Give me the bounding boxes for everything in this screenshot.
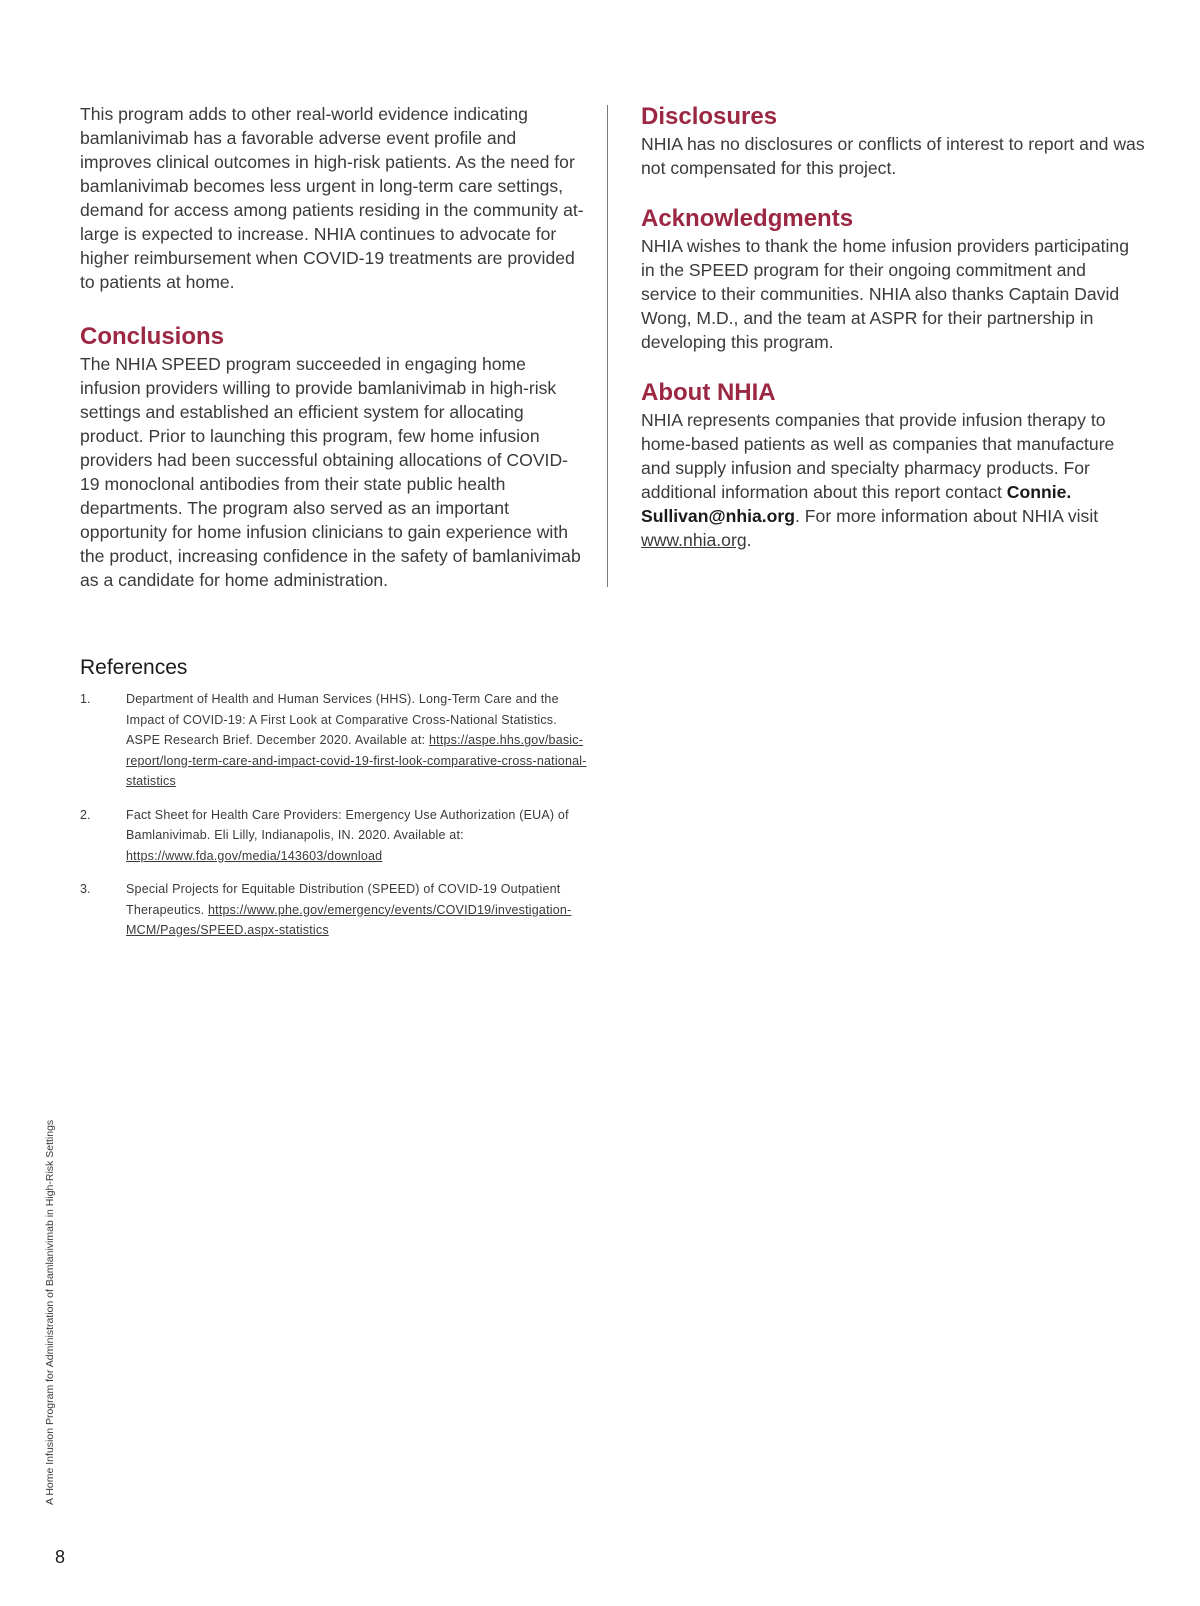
reference-citation: Fact Sheet for Health Care Providers: Emergency Use Authorization (EUA) of Bamlanivimab. Eli Lilly, Indianapolis, IN. 2020. Available at: bbox=[126, 807, 569, 842]
conclusions-paragraph: The NHIA SPEED program succeeded in engaging home infusion providers willing to provide bamlanivimab in high-risk settings and established an efficient system for allocating product. Prior to launching this program, few home infusion providers had been successful obtaining allocations of COVID-19 monoclonal antibodies from their state public health departments. The program also served as an important opportunity for home infusion clinicians to gain experience with the product, increasing confidence in the safety of bamlanivimab as a candidate for home administration. bbox=[80, 354, 581, 590]
disclosures-paragraph: NHIA has no disclosures or conflicts of interest to report and was not compensated for this project. bbox=[641, 134, 1145, 178]
contact-email[interactable]: Connie. Sullivan@nhia.org bbox=[641, 482, 1072, 526]
left-column bbox=[80, 102, 585, 592]
reference-text bbox=[126, 689, 590, 792]
reference-text bbox=[126, 879, 590, 941]
reference-citation: Special Projects for Equitable Distribution (SPEED) of COVID-19 Outpatient Therapeutics. bbox=[126, 882, 561, 917]
about-heading: About NHIA bbox=[641, 379, 776, 406]
reference-number: 1. bbox=[80, 692, 91, 706]
conclusions-heading: Conclusions bbox=[80, 323, 225, 350]
right-column bbox=[641, 102, 1146, 552]
column-divider bbox=[607, 105, 608, 587]
acknowledgments-heading: Acknowledgments bbox=[641, 205, 854, 232]
reference-link[interactable]: https://www.fda.gov/media/143603/download bbox=[126, 848, 383, 863]
about-paragraph bbox=[641, 408, 1146, 552]
references-section bbox=[80, 655, 590, 954]
about-text: NHIA represents companies that provide infusion therapy to home-based patients as well as companies that manufacture and supply infusion and specialty pharmacy products. For additional information about this report contact bbox=[641, 410, 1115, 502]
reference-item bbox=[80, 805, 590, 867]
nhia-website-link[interactable]: www.nhia.org bbox=[641, 530, 747, 550]
reference-number: 2. bbox=[80, 807, 91, 822]
disclosures-heading: Disclosures bbox=[641, 103, 778, 130]
reference-link[interactable]: https://www.phe.gov/emergency/events/COVID19/investigation-MCM/Pages/SPEED.aspx-statistics bbox=[126, 902, 572, 937]
page-number: 8 bbox=[55, 1547, 66, 1567]
reference-citation: Department of Health and Human Services (HHS). Long-Term Care and the Impact of COVID-19: A First Look at Comparative Cross-National Statistics. ASPE Research Brief. December 2020. Available at: bbox=[126, 692, 559, 747]
intro-paragraph: This program adds to other real-world evidence indicating bamlanivimab has a favorable adverse event profile and improves clinical outcomes in high-risk patients. As the need for bamlanivimab becomes less urgent in long-term care settings, demand for access among patients residing in the community at-large is expected to increase. NHIA continues to advocate for higher reimbursement when COVID-19 treatments are provided to patients at home. bbox=[80, 104, 584, 292]
acknowledgments-paragraph: NHIA wishes to thank the home infusion providers participating in the SPEED program for their ongoing commitment and service to their communities. NHIA also thanks Captain David Wong, M.D., and the team at ASPR for their partnership in developing this program. bbox=[641, 236, 1129, 352]
reference-item bbox=[80, 879, 590, 941]
reference-text bbox=[126, 805, 590, 867]
reference-item bbox=[80, 689, 590, 792]
reference-number: 3. bbox=[80, 882, 91, 896]
document-title-sidebar: A Home Infusion Program for Administration of Bamlanivimab in High-Risk Settings bbox=[44, 1119, 56, 1505]
about-end: . bbox=[746, 530, 752, 550]
references-heading: References bbox=[80, 656, 188, 679]
about-text-2: . For more information about NHIA visit bbox=[795, 506, 1099, 526]
reference-link[interactable]: https://aspe.hhs.gov/basic-report/long-term-care-and-impact-covid-19-first-look-comparative-cross-national-statistics bbox=[126, 733, 587, 788]
